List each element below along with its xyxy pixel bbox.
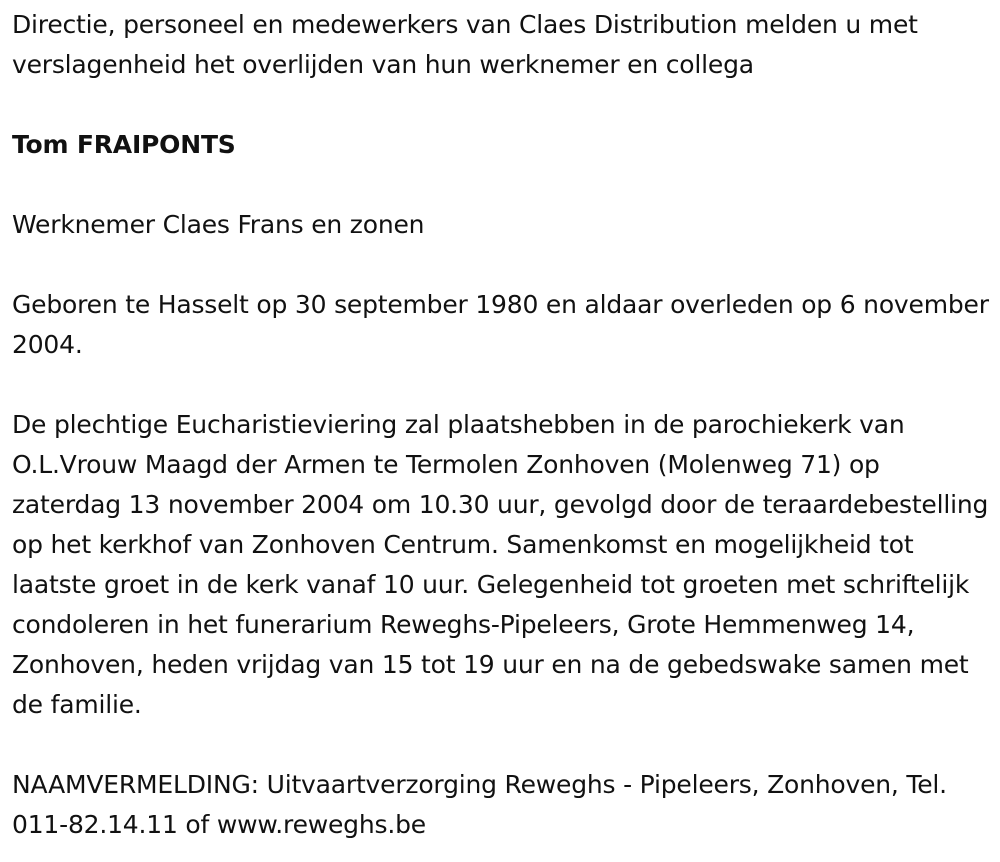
deceased-name: Tom FRAIPONTS [12,130,236,159]
obituary-notice [12,5,992,845]
role-paragraph: Werknemer Claes Frans en zonen [12,210,425,239]
credit-paragraph: NAAMVERMELDING: Uitvaartverzorging Reweghs - Pipeleers, Zonhoven, Tel. 011-82.14.11 of www.reweghs.be [12,770,947,839]
birth-death-paragraph: Geboren te Hasselt op 30 september 1980 en aldaar overleden op 6 november 2004. [12,290,989,359]
intro-paragraph: Directie, personeel en medewerkers van Claes Distribution melden u met verslagenheid het overlijden van hun werknemer en collega [12,10,918,79]
ceremony-paragraph: De plechtige Eucharistieviering zal plaatshebben in de parochiekerk van O.L.Vrouw Maagd der Armen te Termolen Zonhoven (Molenweg 71) op zaterdag 13 november 2004 om 10.30 uur, gevolgd door de teraardebestelling op het kerkhof van Zonhoven Centrum. Samenkomst en mogelijkheid tot laatste groet in de kerk vanaf 10 uur. Gelegenheid tot groeten met schriftelijk condoleren in het funerarium Reweghs-Pipeleers, Grote Hemmenweg 14, Zonhoven, heden vrijdag van 15 tot 19 uur en na de gebedswake samen met de familie. [12,410,989,719]
